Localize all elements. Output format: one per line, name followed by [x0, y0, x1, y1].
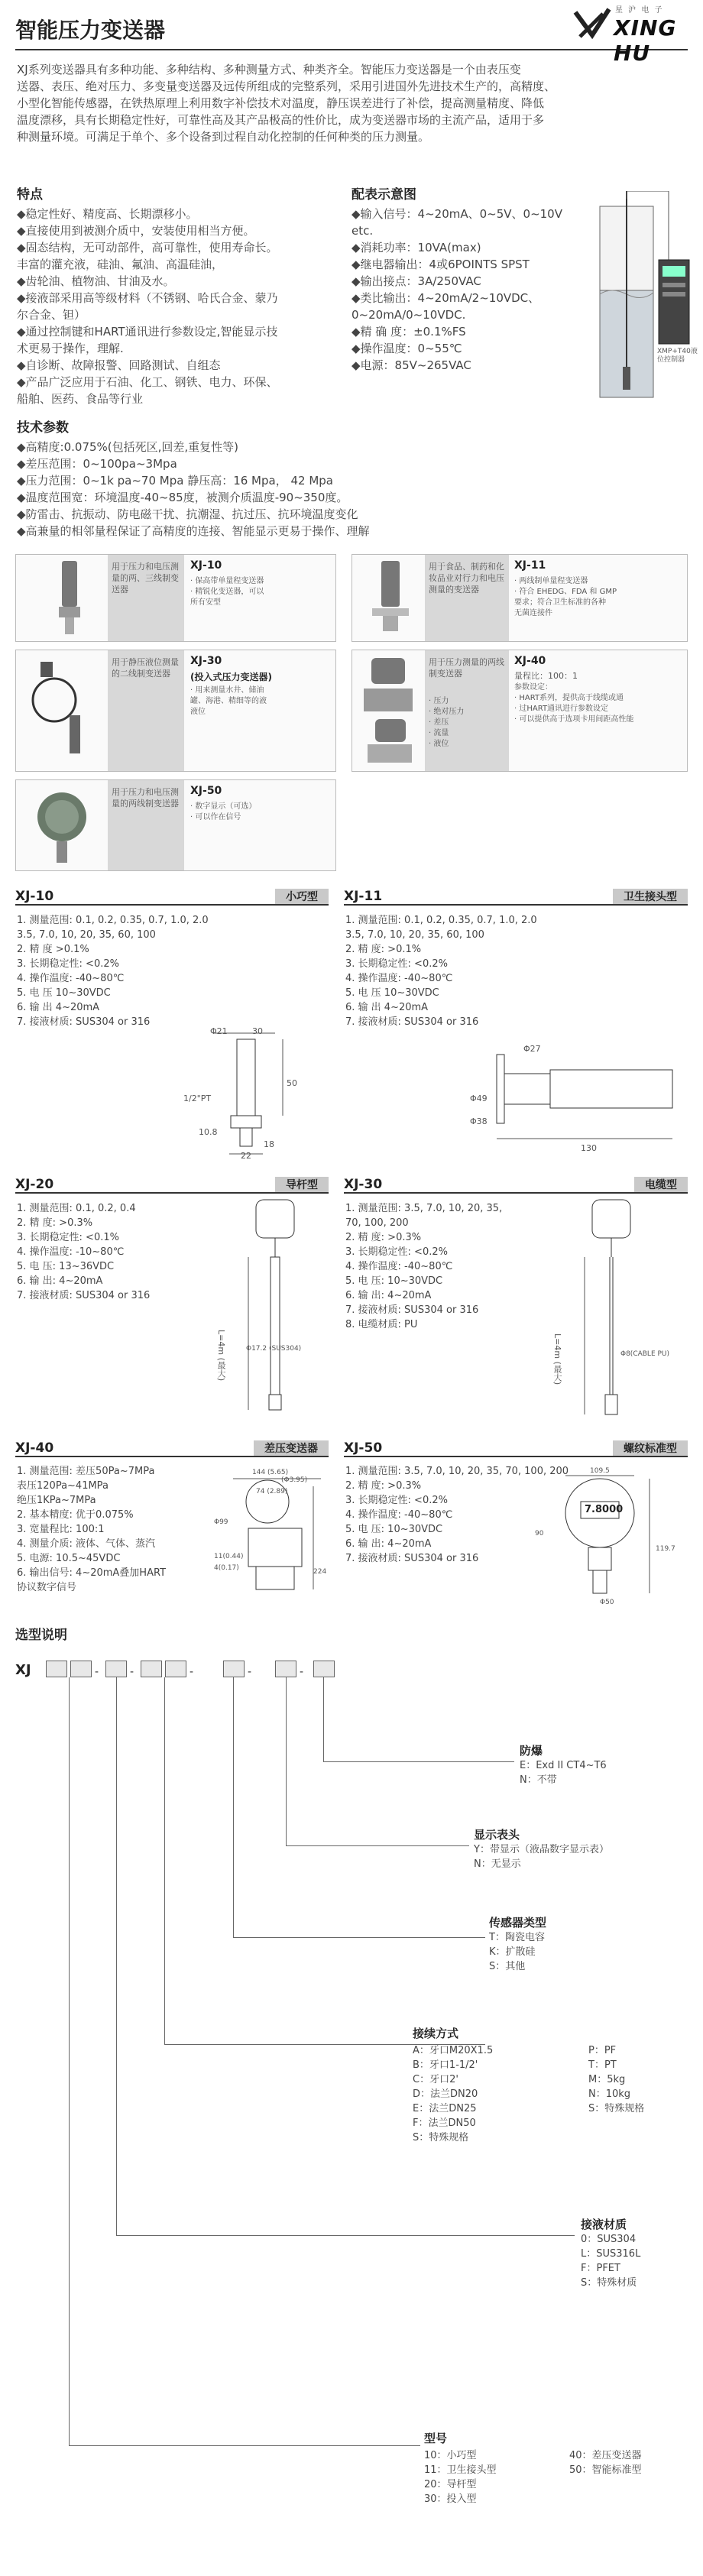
dim-label: 1/2"PT	[183, 1094, 212, 1103]
dim-label: 144 (5.65)	[252, 1469, 289, 1476]
dim-label: 130	[581, 1143, 597, 1153]
grid-cell-xj50	[15, 779, 336, 871]
tech-block	[17, 416, 689, 540]
tech-item: ◆高兼量的相邻量程保证了高精度的连接、智能显示更易于操作、理解	[17, 524, 370, 538]
dim-label: 4(0.17)	[214, 1564, 239, 1572]
config-item: ◆操作温度：0~55℃	[352, 342, 462, 355]
xj30-specs: 1. 测量范围: 3.5, 7.0, 10, 20, 35, 70, 100, 200 2. 精 度: >0.3% 3. 长期稳定性: <0.2% 4. 操作温度: -40~80℃ 5. 电 压: 10~30VDC 6. 输 出: 4~20mA 7. 接液材质: SUS304 or 316 8. 电缆材质: PU	[345, 1203, 503, 1330]
feature-item: ◆自诊断、故障报警、回路测试、自组态	[17, 358, 221, 372]
config-item: ◆精 确 度：±0.1%FS	[352, 325, 466, 339]
code-box-material	[105, 1661, 127, 1677]
feature-item: ◆固态结构，无可动部件，高可靠性，使用寿命长。	[17, 241, 278, 254]
tech-title: 技术参数	[17, 420, 69, 436]
code-dash: -	[130, 1666, 134, 1678]
section-tag: 螺纹标准型	[613, 1440, 688, 1457]
tech-item: ◆压力范围：0~1k pa~70 Mpa 静压高：16 Mpa， 42 Mpa	[17, 474, 333, 488]
feature-item: ◆接液部采用高等级材料（不锈钢、哈氏合金、蒙乃	[17, 291, 278, 305]
config-item: 0~20mA/0~10VDC.	[352, 308, 466, 322]
section-bar-xj20	[15, 1177, 329, 1194]
section-bar-xj40	[15, 1440, 329, 1457]
code-dash: -	[190, 1666, 194, 1678]
section-tag: 小巧型	[275, 889, 329, 906]
tech-item: ◆高精度:0.075%(包括死区,回差,重复性等)	[17, 440, 239, 454]
device-caption: XMP+T40液位控制器	[657, 348, 698, 364]
code-box-model	[46, 1661, 67, 1677]
intro-line: 送器、表压、绝对压力、多变量变送器及远传所组成的完整系列，采用引进国外先进技术生产的，高精度、	[17, 79, 556, 93]
cell-sub: (投入式压力变送器)	[190, 672, 272, 682]
group-display: 显示表头 Y：带显示（液晶数字显示表） N：无显示	[474, 1828, 609, 1870]
cell-desc: 用于压力和电压测量的两线制变送器	[112, 787, 179, 808]
selection-prefix: XJ	[15, 1662, 31, 1678]
xj10-photo-icon	[39, 561, 100, 637]
dim-label: 18	[264, 1139, 274, 1149]
group-material: 接液材质 0：SUS304 L：SUS316L F：PFET S：特殊材质	[581, 2218, 641, 2289]
feature-item: 船舶、医药、食品等行业	[17, 392, 144, 406]
header-divider	[15, 49, 688, 50]
xj30-dimension-drawing	[565, 1196, 657, 1425]
cell-notes: · 两线制单量程变送器 · 符合 EHEDG、FDA 和 GMP 要求；符合卫生标准的各种 无菌连接件	[514, 577, 617, 617]
section-title: XJ-11	[344, 889, 383, 904]
code-dash: -	[300, 1666, 304, 1678]
dim-label: Φ27	[523, 1044, 541, 1054]
cell-notes: · 用来测量水井、储油 罐、海港、精细等的液 液位	[190, 686, 267, 716]
cell-sub: 量程比：100：1	[514, 671, 578, 681]
xj30-photo-icon	[24, 662, 100, 761]
section-title: XJ-10	[15, 889, 54, 904]
group-explosion: 防爆 E：Exd II CT4~T6 N：不带	[520, 1744, 607, 1786]
xj50-photo-icon	[28, 786, 96, 867]
dim-label: Φ99	[214, 1518, 228, 1526]
xj50-dimension-drawing	[535, 1471, 665, 1609]
section-tag: 卫生接头型	[613, 889, 688, 906]
dim-label: 22	[241, 1151, 251, 1161]
cell-notes: 参数设定： · HART系列，提供高于线缆或通 · 过HART通讯进行参数设定 · 可以提供高于选项卡用间距高性能	[514, 683, 634, 724]
features-block	[17, 183, 345, 407]
intro-line: 种测量环境。可满足于单个、多个设备到过程自动化控制的任何种类的压力测量。	[17, 130, 430, 144]
section-bar-xj10	[15, 889, 329, 906]
dim-label: 11(0.44)	[214, 1553, 244, 1560]
xj40-photo-icon	[356, 654, 425, 769]
grid-cell-xj40	[352, 650, 688, 772]
xj10-specs: 1. 测量范围: 0.1, 0.2, 0.35, 0.7, 1.0, 2.0 3.5, 7.0, 10, 20, 35, 60, 100 2. 精 度 >0.1% 3. 长期稳定性: <0.2% 4. 操作温度: -40~80℃ 5. 电 压 10~30VDC 6. 输 出 4~20mA 7. 接液材质: SUS304 or 316	[17, 915, 209, 1028]
intro-line: 温度漂移，具有长期稳定性好，可靠性高及其产品极高的性价比，成为变送器市场的主流产品，适用于多	[17, 113, 545, 127]
code-box-display	[275, 1661, 296, 1677]
xj40-specs: 1. 测量范围: 差压50Pa~7MPa 表压120Pa~41MPa 绝压1KPa~7MPa 2. 基本精度: 优于0.075% 3. 宽量程比: 100:1 4. 测量介质: 液体、气体、蒸汽 5. 电源: 10.5~45VDC 6. 输出信号: 4~20mA叠加HART 协议数字信号	[17, 1466, 167, 1593]
section-bar-xj11	[344, 889, 688, 906]
xj20-dimension-drawing	[229, 1196, 321, 1425]
config-block	[352, 183, 581, 374]
grid-cell-xj10	[15, 554, 336, 642]
config-item: ◆类比输出：4~20mA/2~10VDC、	[352, 291, 540, 305]
cell-model: XJ-50	[190, 785, 222, 797]
dim-label: L=4m (最大)	[216, 1330, 226, 1382]
xj11-dimension-drawing	[489, 1032, 695, 1154]
logo-swoosh-icon	[569, 5, 615, 46]
dim-label: Φ49	[470, 1094, 488, 1103]
feature-item: ◆齿轮油、植物油、甘油及水。	[17, 274, 175, 288]
brand-logo	[569, 5, 695, 66]
dim-label: 74 (2.89)	[256, 1488, 288, 1495]
group-model: 型号 10：小巧型 11：卫生接头型 20：导杆型 30：投入型 40：差压变送器 50：智能标准型	[424, 2432, 642, 2505]
dim-label: 90	[535, 1530, 544, 1537]
cell-model: XJ-40	[514, 655, 546, 667]
group-sensor: 传感器类型 T：陶瓷电容 K：扩散硅 S：其他	[489, 1916, 547, 1972]
section-bar-xj30	[344, 1177, 688, 1194]
feature-item: ◆直接使用到被测介质中，安装使用相当方便。	[17, 224, 255, 238]
section-bar-xj50	[344, 1440, 688, 1457]
code-box-connection	[141, 1661, 162, 1677]
config-item: ◆输出接点：3A/250VAC	[352, 274, 481, 288]
logo-cn-text: 星 沪 电 子	[615, 6, 664, 15]
selection-title: 选型说明	[15, 1628, 67, 1643]
xj50-specs: 1. 测量范围: 3.5, 7.0, 10, 20, 35, 70, 100, 200 2. 精 度: >0.3% 3. 长期稳定性: <0.2% 4. 操作温度: -40~80℃ 5. 电 压: 10~30VDC 6. 输 出: 4~20mA 7. 接液材质: SUS304 or 316	[345, 1466, 569, 1564]
code-dash: -	[95, 1666, 99, 1678]
section-tag: 电缆型	[634, 1177, 688, 1194]
intro-line: 小型化智能传感器，在铁热原理上利用数字补偿技术对温度，静压误差进行了补偿，提高测量精度、降低	[17, 96, 545, 110]
section-title: XJ-50	[344, 1440, 383, 1456]
cell-notes: · 保高带单量程变送器 · 精锐化变送器，可以 所有安型	[190, 577, 264, 607]
cell-model: XJ-11	[514, 559, 546, 572]
cell-desc: 用于食品、制药和化妆品业对行力和电压测量的变送器	[429, 562, 504, 595]
config-item: ◆消耗功率：10VA(max)	[352, 241, 481, 254]
tech-item: ◆防雷击、抗振动、防电磁干扰、抗潮湿、抗过压、抗环境温度变化	[17, 507, 358, 521]
dim-label: Φ17.2 (SUS304)	[246, 1345, 302, 1353]
dim-label: 30	[252, 1026, 263, 1036]
config-item: ◆输入信号：4~20mA、0~5V、0~10V etc.	[352, 207, 562, 238]
page-title: 智能压力变送器	[15, 18, 166, 43]
dim-label: 224	[313, 1568, 327, 1576]
feature-item: 丰富的灌充液，硅油、氟油、高温硅油，	[17, 258, 224, 271]
features-title: 特点	[17, 187, 43, 203]
dim-label: Φ8(CABLE PU)	[620, 1350, 670, 1358]
dim-label: L=4m (最大)	[552, 1333, 562, 1385]
section-title: XJ-40	[15, 1440, 54, 1456]
grid-cell-xj30	[15, 650, 336, 772]
dim-label: 119.7	[656, 1545, 675, 1553]
dim-label: Φ21	[210, 1026, 228, 1036]
cell-desc: 用于静压液位测量的二线制变送器	[112, 657, 179, 679]
xj11-photo-icon	[360, 561, 421, 637]
feature-item: 术更易于操作，理解.	[17, 342, 124, 355]
group-connection: 接续方式 A：牙口M20X1.5 B：牙口1-1/2' C：牙口2' D：法兰DN20 E：法兰DN25 F：法兰DN50 S：特殊规格 P：PF T：PT M：5kg N：10kg S：特殊规格	[413, 2027, 645, 2143]
config-item: ◆电源：85V~265VAC	[352, 358, 471, 372]
config-item: ◆继电器输出：4或6POINTS SPST	[352, 258, 530, 271]
grid-cell-xj11	[352, 554, 688, 642]
tank-diagram	[596, 191, 698, 451]
section-tag: 导杆型	[275, 1177, 329, 1194]
feature-item: ◆稳定性好、精度高、长期漂移小。	[17, 207, 198, 221]
code-box-connection	[165, 1661, 186, 1677]
lcd-display-value: 7.8000	[585, 1504, 624, 1515]
section-title: XJ-30	[344, 1177, 383, 1192]
tech-item: ◆温度范围宽：环境温度-40~85度，被测介质温度-90~350度。	[17, 491, 348, 504]
config-title: 配表示意图	[352, 187, 416, 203]
cell-list: · 压力 · 绝对压力 · 差压 · 流量 · 液位	[429, 697, 465, 748]
dim-label: 50	[287, 1078, 297, 1088]
product-grid	[15, 554, 688, 890]
tech-item: ◆差压范围：0~100pa~3Mpa	[17, 457, 177, 471]
code-dash: -	[248, 1666, 252, 1678]
dim-label: (Φ3.95)	[281, 1476, 308, 1484]
section-title: XJ-20	[15, 1177, 54, 1192]
section-tag: 差压变送器	[254, 1440, 329, 1457]
dim-label: Φ38	[470, 1116, 488, 1126]
cell-model: XJ-10	[190, 559, 222, 572]
feature-item: ◆产品广泛应用于石油、化工、钢铁、电力、环保、	[17, 375, 278, 389]
cell-desc: 用于压力测量的两线制变送器	[429, 657, 504, 679]
code-box-model	[70, 1661, 92, 1677]
intro-block	[17, 61, 689, 145]
dim-label: 109.5	[590, 1467, 610, 1475]
xj11-specs: 1. 测量范围: 0.1, 0.2, 0.35, 0.7, 1.0, 2.0 3.5, 7.0, 10, 20, 35, 60, 100 2. 精 度: >0.1% 3. 长期稳定性: <0.2% 4. 操作温度: -40~80℃ 5. 电 压 10~30VDC 6. 输 出 4~20mA 7. 接液材质: SUS304 or 316	[345, 915, 537, 1028]
feature-item: 尔合金、钽）	[17, 308, 86, 322]
feature-item: ◆通过控制键和HART通讯进行参数设定,智能显示技	[17, 325, 278, 339]
intro-line: XJ系列变送器具有多种功能、多种结构、多种测量方式、种类齐全。智能压力变送器是一个由表压变	[17, 63, 521, 76]
cell-desc: 用于压力和电压测量的两、三线制变送器	[112, 562, 179, 595]
dim-label: 10.8	[199, 1127, 218, 1137]
code-box-sensor	[223, 1661, 245, 1677]
dim-label: Φ50	[600, 1599, 614, 1606]
logo-en-text: XING HU	[614, 15, 677, 66]
cell-notes: · 数字显示（可选） · 可以作在信号	[190, 802, 257, 821]
xj20-specs: 1. 测量范围: 0.1, 0.2, 0.4 2. 精 度: >0.3% 3. 长期稳定性: <0.1% 4. 操作温度: -10~80℃ 5. 电 压: 13~36VDC 6. 输 出: 4~20mA 7. 接液材质: SUS304 or 316	[17, 1203, 151, 1301]
tank-controller-icon	[596, 191, 695, 420]
cell-model: XJ-30	[190, 655, 222, 667]
code-box-explosion	[313, 1661, 335, 1677]
